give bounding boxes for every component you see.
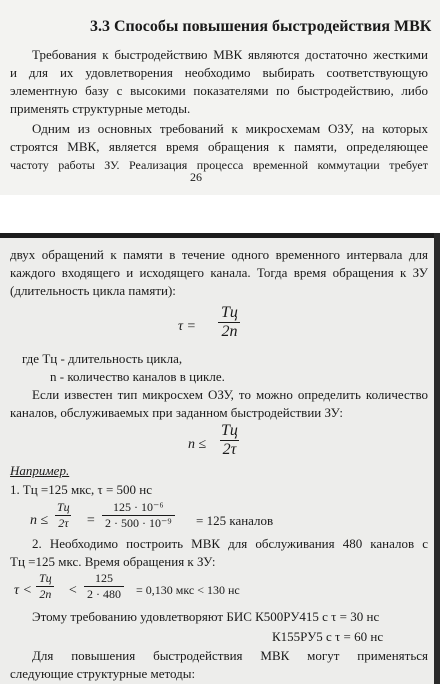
formula-lhs: n ≤ [188, 437, 207, 452]
paragraph-line: двух обращений к памяти в течение одного временного интервала для [10, 247, 428, 262]
formula-fraction [36, 571, 55, 602]
formula-fraction [84, 571, 124, 602]
page-number: 26 [190, 170, 202, 184]
formula-fraction [218, 304, 241, 341]
example-line: Tц =125 мкс. Время обращения к ЗУ: [10, 554, 216, 569]
paragraph-line: (длительность цикла памяти): [10, 283, 176, 298]
formula-equals: = [86, 513, 96, 528]
paragraph-line: следующие структурные методы: [10, 666, 196, 681]
formula-fraction [218, 422, 241, 459]
section-title: 3.3 Способы повышения быстродействия МВК [90, 18, 432, 35]
fraction-numerator: 125 [95, 571, 113, 585]
paragraph-line: Одним из основных требований к микросхемам ОЗУ, на которых [32, 121, 428, 136]
where-line: n - количество каналов в цикле. [50, 369, 225, 384]
paragraph-line: Требования к быстродействию МВК являются достаточно жесткими [32, 47, 428, 62]
chip-line: Этому требованию удовлетворяют БИС К500РУ415 с τ = 30 нс [32, 609, 380, 624]
formula-lhs: τ = [178, 319, 196, 334]
formula-result: = 0,130 мкс < 130 нс [136, 583, 240, 597]
fraction-denominator: 2τ [220, 440, 240, 459]
fraction-numerator: 125 · 10⁻⁶ [113, 500, 164, 514]
formula-lhs: τ < [14, 583, 32, 598]
fraction-denominator: 2n [36, 586, 54, 602]
fraction-numerator: Tц [221, 304, 238, 321]
paragraph-line: частоту работы ЗУ. Реализация процесса временной коммутации требует [10, 158, 428, 172]
paragraph-line: каналов, обслуживаемых при заданном быстродействии ЗУ: [10, 405, 343, 420]
fraction-denominator: 2 · 480 [84, 586, 124, 602]
where-line: где Tц - длительность цикла, [22, 351, 183, 366]
example-label: Например. [10, 463, 70, 478]
example-line: 2. Необходимо построить МВК для обслуживания 480 каналов с [32, 536, 428, 551]
example-line: 1. Tц =125 мкс, τ = 500 нс [10, 482, 153, 497]
fraction-denominator: 2τ [55, 515, 71, 531]
fraction-denominator: 2 · 500 · 10⁻⁹ [102, 515, 175, 531]
scan-edge-top [0, 233, 440, 238]
fraction-numerator: Tц [221, 422, 238, 439]
paragraph-line: элементную базу с высокими показателями по быстродействию, либо [10, 83, 428, 98]
formula-lhs: n ≤ [30, 513, 49, 528]
fraction-numerator: Tц [39, 571, 52, 585]
formula-result: = 125 каналов [196, 513, 274, 528]
paragraph-line: и для их удовлетворения необходимо выбирать соответствующую [10, 65, 428, 80]
formula-less: < [68, 583, 78, 598]
paragraph-line: Если известен тип микросхем ОЗУ, то можно определить количество [32, 387, 428, 402]
paragraph-line: Для повышения быстродействия МВК могут применяться [32, 648, 428, 663]
paragraph-line: применять структурные методы. [10, 101, 191, 116]
paragraph-line: каждого входящего и исходящего канала. Тогда время обращения к ЗУ [10, 265, 428, 280]
page-gap [0, 195, 440, 233]
fraction-denominator: 2n [218, 322, 240, 341]
chip-line: К155РУ5 с τ = 60 нс [272, 629, 384, 644]
formula-fraction [54, 500, 73, 531]
paragraph-line: строятся МВК, является время обращения к памяти, определяющее [10, 139, 428, 154]
fraction-numerator: Tц [57, 500, 70, 514]
formula-fraction [102, 500, 175, 531]
